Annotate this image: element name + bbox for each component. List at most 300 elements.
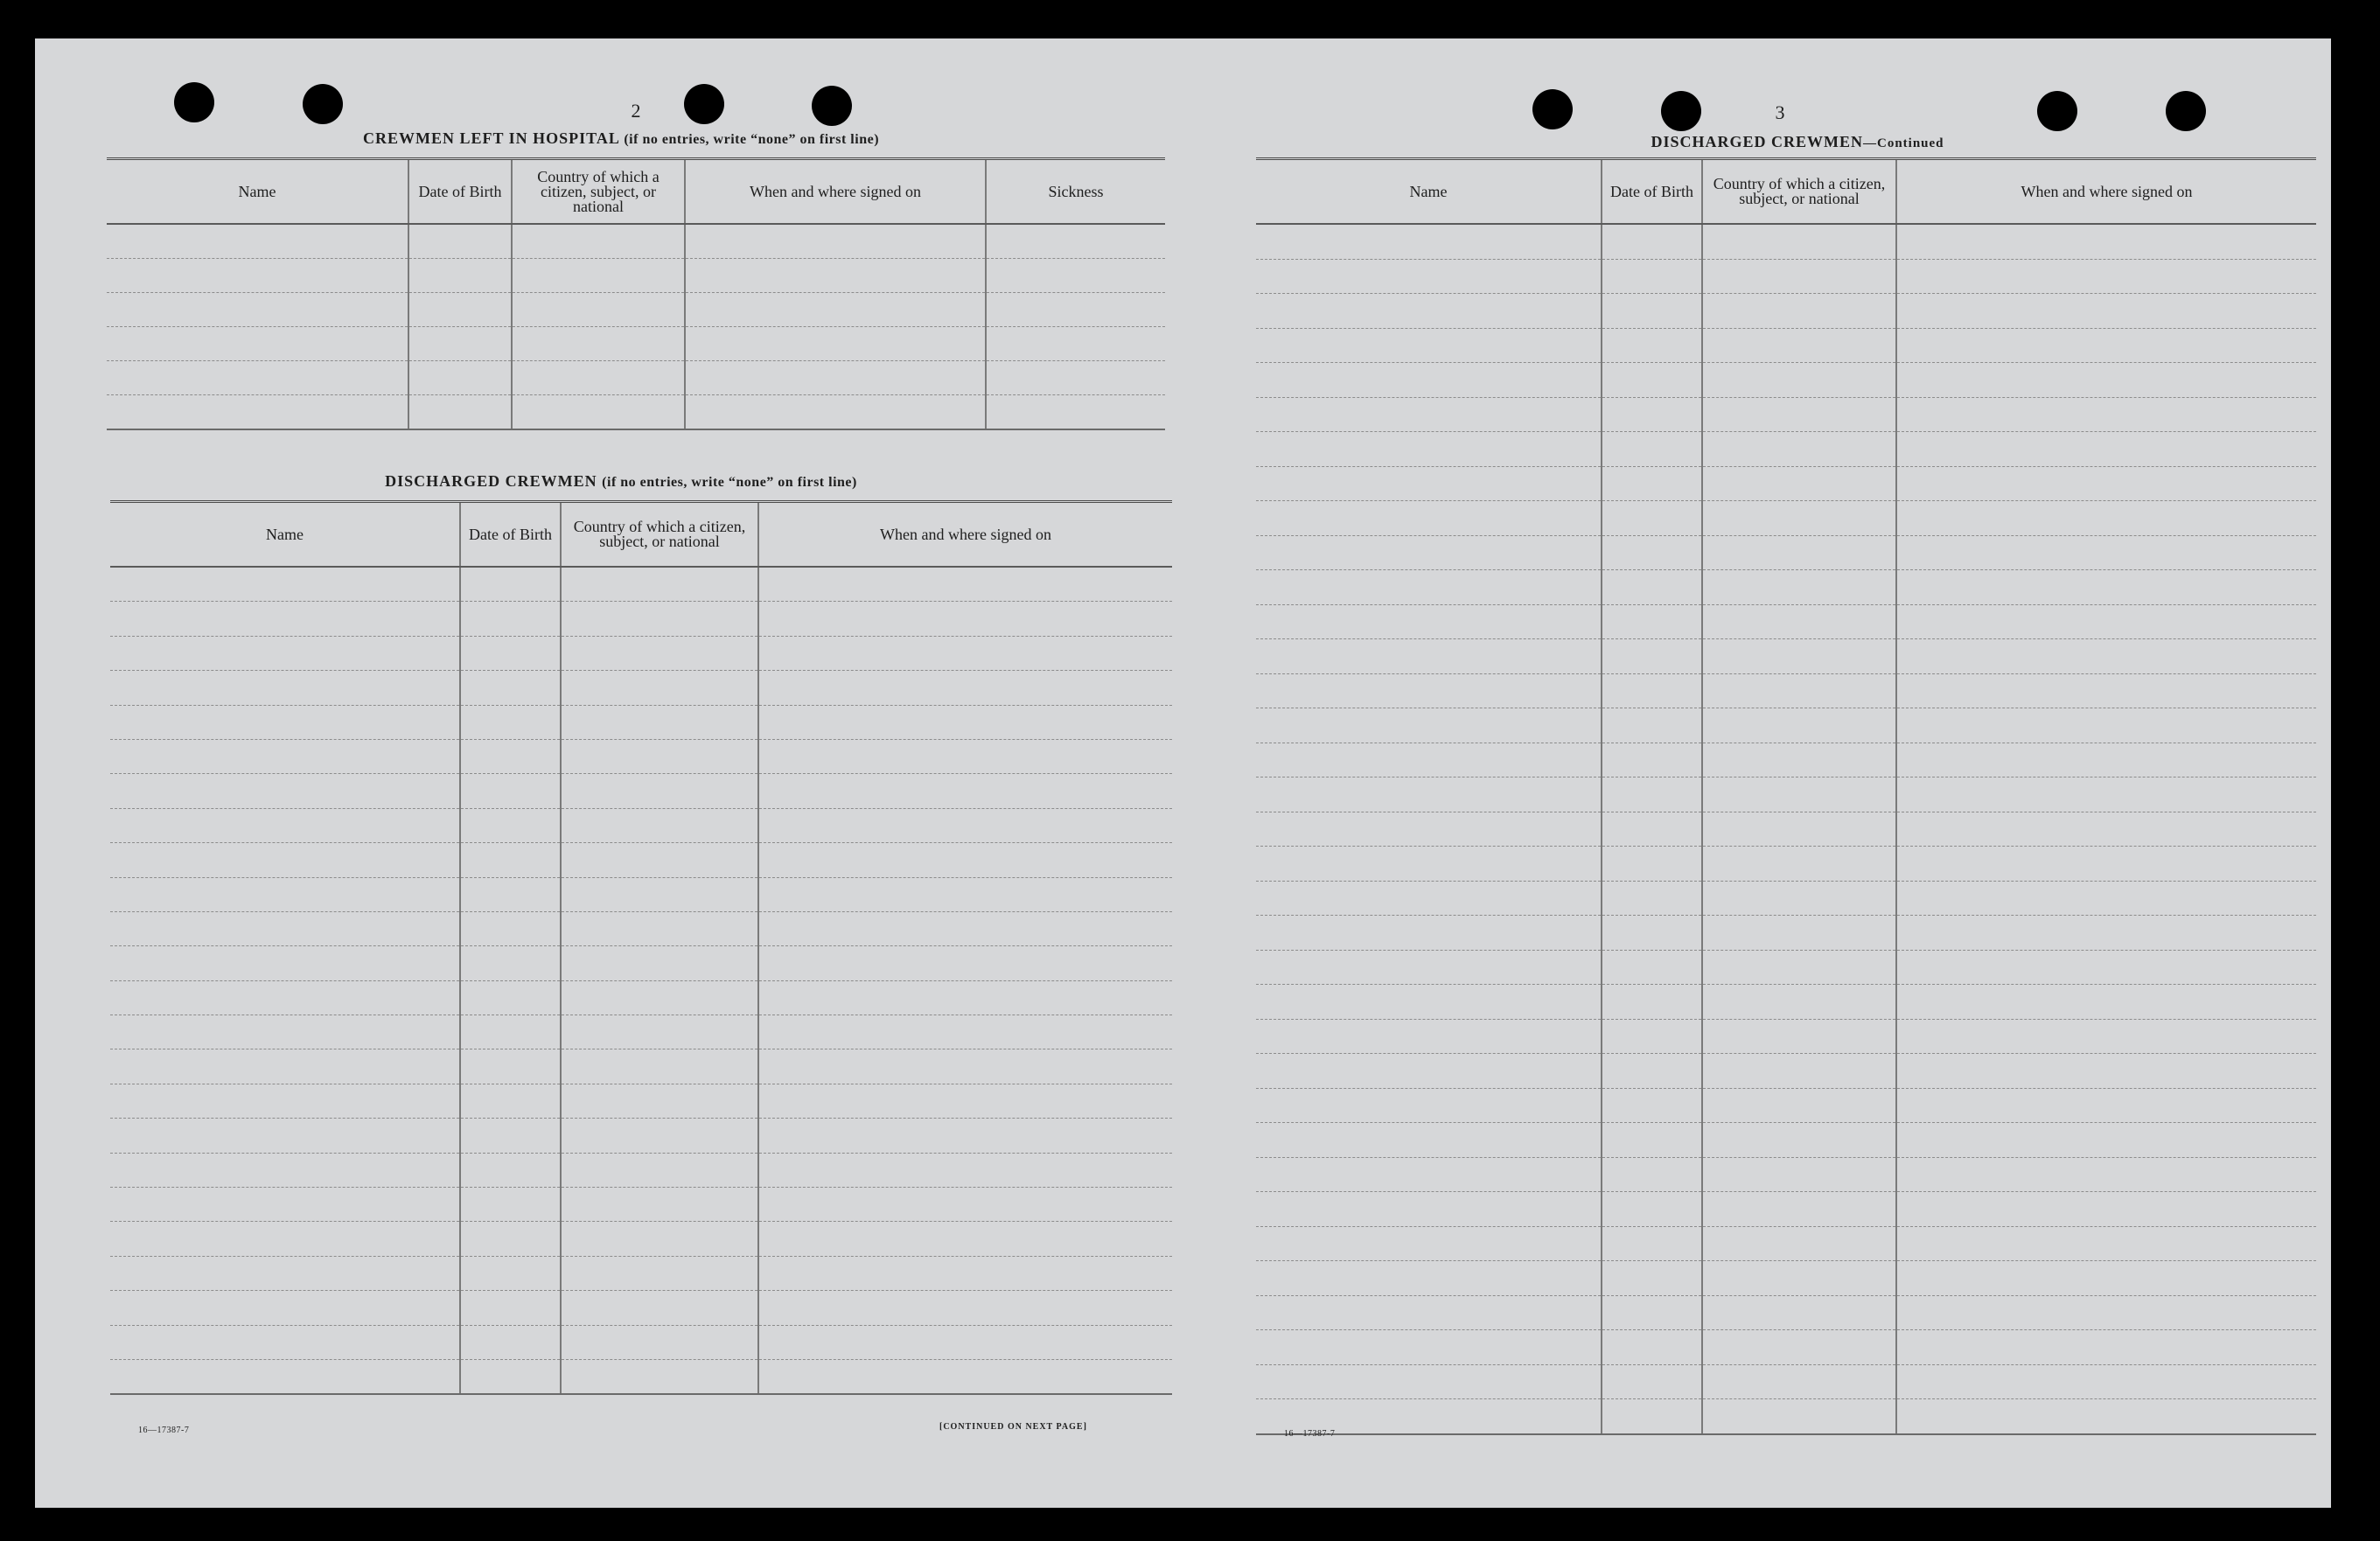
entry-field[interactable] <box>561 705 758 739</box>
entry-field[interactable] <box>1602 881 1702 916</box>
entry-field[interactable] <box>1702 259 1896 294</box>
entry-field[interactable] <box>1256 812 1602 847</box>
entry-field[interactable] <box>758 1222 1172 1256</box>
entry-field[interactable] <box>1602 847 1702 882</box>
entry-field[interactable] <box>110 1119 460 1153</box>
entry-field[interactable] <box>758 1325 1172 1359</box>
entry-field[interactable] <box>1896 328 2316 363</box>
entry-field[interactable] <box>408 259 512 293</box>
entry-field[interactable] <box>1702 812 1896 847</box>
entry-field[interactable] <box>758 1359 1172 1394</box>
entry-field[interactable] <box>460 1153 561 1187</box>
entry-field[interactable] <box>460 1188 561 1222</box>
form-code-right: 16—17387-7 <box>1284 1429 1336 1439</box>
entry-field[interactable] <box>1256 1088 1602 1123</box>
entry-field[interactable] <box>561 1084 758 1118</box>
table-row <box>110 980 1172 1015</box>
entry-field[interactable] <box>758 671 1172 705</box>
entry-field[interactable] <box>1602 224 1702 259</box>
entry-field[interactable] <box>460 1325 561 1359</box>
entry-field[interactable] <box>1256 673 1602 708</box>
entry-field[interactable] <box>1602 535 1702 570</box>
entry-field[interactable] <box>1256 1054 1602 1089</box>
entry-field[interactable] <box>1256 916 1602 951</box>
entry-field[interactable] <box>512 327 685 361</box>
entry-field[interactable] <box>110 705 460 739</box>
entry-field[interactable] <box>758 739 1172 773</box>
entry-field[interactable] <box>512 259 685 293</box>
entry-field[interactable] <box>758 1049 1172 1084</box>
entry-field[interactable] <box>1256 1019 1602 1054</box>
entry-field[interactable] <box>512 224 685 259</box>
entry-field[interactable] <box>758 877 1172 911</box>
entry-field[interactable] <box>1702 466 1896 501</box>
entry-field[interactable] <box>561 1325 758 1359</box>
entry-field[interactable] <box>1602 916 1702 951</box>
punch-hole <box>2037 91 2077 131</box>
entry-field[interactable] <box>1896 881 2316 916</box>
entry-field[interactable] <box>460 1222 561 1256</box>
entry-field[interactable] <box>758 911 1172 945</box>
entry-field[interactable] <box>110 1359 460 1394</box>
entry-field[interactable] <box>1896 847 2316 882</box>
entry-field[interactable] <box>758 705 1172 739</box>
entry-field[interactable] <box>986 259 1165 293</box>
entry-field[interactable] <box>758 843 1172 877</box>
entry-field[interactable] <box>1602 777 1702 812</box>
entry-field[interactable] <box>110 980 460 1015</box>
entry-field[interactable] <box>1256 985 1602 1020</box>
entry-field[interactable] <box>561 1359 758 1394</box>
entry-field[interactable] <box>1602 501 1702 536</box>
entry-field[interactable] <box>1896 501 2316 536</box>
entry-field[interactable] <box>1602 328 1702 363</box>
entry-field[interactable] <box>1702 535 1896 570</box>
entry-field[interactable] <box>1256 1295 1602 1330</box>
entry-field[interactable] <box>1896 1192 2316 1227</box>
entry-field[interactable] <box>1896 812 2316 847</box>
entry-field[interactable] <box>1702 397 1896 432</box>
entry-field[interactable] <box>110 1049 460 1084</box>
entry-field[interactable] <box>460 567 561 602</box>
entry-field[interactable] <box>110 843 460 877</box>
table-row <box>1256 1295 2316 1330</box>
entry-field[interactable] <box>1702 432 1896 467</box>
entry-field[interactable] <box>460 1291 561 1325</box>
entry-field[interactable] <box>107 327 408 361</box>
table-row <box>1256 570 2316 605</box>
entry-field[interactable] <box>561 1256 758 1290</box>
table-row <box>110 1015 1172 1049</box>
entry-field[interactable] <box>1702 501 1896 536</box>
entry-field[interactable] <box>1256 1330 1602 1365</box>
entry-field[interactable] <box>1256 743 1602 777</box>
entry-field[interactable] <box>1256 294 1602 329</box>
entry-field[interactable] <box>561 602 758 636</box>
entry-field[interactable] <box>1602 812 1702 847</box>
entry-field[interactable] <box>1702 950 1896 985</box>
entry-field[interactable] <box>1256 259 1602 294</box>
entry-field[interactable] <box>1702 570 1896 605</box>
entry-field[interactable] <box>1702 1019 1896 1054</box>
entry-field[interactable] <box>1896 466 2316 501</box>
entry-field[interactable] <box>1256 777 1602 812</box>
entry-field[interactable] <box>1602 1192 1702 1227</box>
entry-field[interactable] <box>986 224 1165 259</box>
entry-field[interactable] <box>1256 570 1602 605</box>
entry-field[interactable] <box>561 843 758 877</box>
entry-field[interactable] <box>1896 1123 2316 1158</box>
entry-field[interactable] <box>561 808 758 842</box>
entry-field[interactable] <box>110 1256 460 1290</box>
entry-field[interactable] <box>1602 1261 1702 1296</box>
entry-field[interactable] <box>1256 1364 1602 1399</box>
punch-hole <box>303 84 343 124</box>
table-row <box>1256 985 2316 1020</box>
entry-field[interactable] <box>1896 1054 2316 1089</box>
table-row <box>110 1256 1172 1290</box>
entry-field[interactable] <box>1702 1226 1896 1261</box>
entry-field[interactable] <box>758 1256 1172 1290</box>
entry-field[interactable] <box>986 327 1165 361</box>
table-row <box>1256 466 2316 501</box>
entry-field[interactable] <box>758 1153 1172 1187</box>
entry-field[interactable] <box>561 1015 758 1049</box>
entry-field[interactable] <box>1896 1226 2316 1261</box>
entry-field[interactable] <box>1896 363 2316 398</box>
entry-field[interactable] <box>1256 1261 1602 1296</box>
entry-field[interactable] <box>460 739 561 773</box>
entry-field[interactable] <box>685 259 986 293</box>
entry-field[interactable] <box>460 705 561 739</box>
entry-field[interactable] <box>460 1084 561 1118</box>
hospital-header-row <box>107 159 1165 225</box>
table-row <box>1256 1261 2316 1296</box>
entry-field[interactable] <box>1702 1123 1896 1158</box>
entry-field[interactable] <box>1896 777 2316 812</box>
entry-field[interactable] <box>1702 639 1896 674</box>
entry-field[interactable] <box>758 980 1172 1015</box>
punch-hole <box>174 82 214 122</box>
entry-field[interactable] <box>1896 1261 2316 1296</box>
entry-field[interactable] <box>561 567 758 602</box>
entry-field[interactable] <box>758 1291 1172 1325</box>
entry-field[interactable] <box>561 1049 758 1084</box>
entry-field[interactable] <box>561 671 758 705</box>
entry-field[interactable] <box>1702 1192 1896 1227</box>
entry-field[interactable] <box>107 361 408 395</box>
table-row <box>107 361 1165 395</box>
entry-field[interactable] <box>1702 708 1896 743</box>
entry-field[interactable] <box>1602 466 1702 501</box>
entry-field[interactable] <box>986 361 1165 395</box>
entry-field[interactable] <box>1896 1295 2316 1330</box>
entry-field[interactable] <box>1256 639 1602 674</box>
entry-field[interactable] <box>758 1119 1172 1153</box>
table-row <box>110 774 1172 808</box>
entry-field[interactable] <box>1896 1157 2316 1192</box>
entry-field[interactable] <box>685 293 986 327</box>
entry-field[interactable] <box>460 774 561 808</box>
entry-field[interactable] <box>685 395 986 430</box>
entry-field[interactable] <box>1602 1330 1702 1365</box>
entry-field[interactable] <box>1256 847 1602 882</box>
entry-field[interactable] <box>1602 397 1702 432</box>
entry-field[interactable] <box>1896 639 2316 674</box>
entry-field[interactable] <box>1896 224 2316 259</box>
table-row <box>1256 1192 2316 1227</box>
entry-field[interactable] <box>1896 743 2316 777</box>
entry-field[interactable] <box>110 1153 460 1187</box>
entry-field[interactable] <box>1896 1330 2316 1365</box>
entry-field[interactable] <box>460 1119 561 1153</box>
entry-field[interactable] <box>110 567 460 602</box>
entry-field[interactable] <box>107 224 408 259</box>
entry-field[interactable] <box>1602 950 1702 985</box>
entry-field[interactable] <box>1896 1399 2316 1434</box>
entry-field[interactable] <box>561 636 758 670</box>
entry-field[interactable] <box>1256 535 1602 570</box>
entry-field[interactable] <box>1602 259 1702 294</box>
entry-field[interactable] <box>1602 673 1702 708</box>
entry-field[interactable] <box>460 843 561 877</box>
entry-field[interactable] <box>1896 294 2316 329</box>
entry-field[interactable] <box>1896 535 2316 570</box>
entry-field[interactable] <box>758 567 1172 602</box>
table-row <box>107 293 1165 327</box>
punch-hole <box>812 86 852 126</box>
entry-field[interactable] <box>561 739 758 773</box>
entry-field[interactable] <box>110 636 460 670</box>
entry-field[interactable] <box>1896 708 2316 743</box>
entry-field[interactable] <box>1702 1364 1896 1399</box>
entry-field[interactable] <box>758 946 1172 980</box>
entry-field[interactable] <box>1256 1157 1602 1192</box>
entry-field[interactable] <box>1702 777 1896 812</box>
entry-field[interactable] <box>1702 328 1896 363</box>
entry-field[interactable] <box>1602 1054 1702 1089</box>
table-row <box>1256 950 2316 985</box>
entry-field[interactable] <box>1256 466 1602 501</box>
entry-field[interactable] <box>561 1119 758 1153</box>
entry-field[interactable] <box>1256 501 1602 536</box>
entry-field[interactable] <box>460 946 561 980</box>
continued-label: —Continued <box>1863 136 1944 150</box>
entry-field[interactable] <box>986 293 1165 327</box>
entry-field[interactable] <box>110 808 460 842</box>
entry-field[interactable] <box>408 293 512 327</box>
entry-field[interactable] <box>110 946 460 980</box>
entry-field[interactable] <box>1702 673 1896 708</box>
entry-field[interactable] <box>1702 847 1896 882</box>
entry-field[interactable] <box>460 1015 561 1049</box>
entry-field[interactable] <box>1896 259 2316 294</box>
entry-field[interactable] <box>1896 397 2316 432</box>
entry-field[interactable] <box>1896 916 2316 951</box>
entry-field[interactable] <box>110 1015 460 1049</box>
entry-field[interactable] <box>685 361 986 395</box>
entry-field[interactable] <box>512 361 685 395</box>
entry-field[interactable] <box>110 911 460 945</box>
entry-field[interactable] <box>1702 604 1896 639</box>
discharged-continued-table <box>1256 157 2316 1435</box>
entry-field[interactable] <box>460 1359 561 1394</box>
entry-field[interactable] <box>1896 1019 2316 1054</box>
entry-field[interactable] <box>561 911 758 945</box>
entry-field[interactable] <box>1896 950 2316 985</box>
entry-field[interactable] <box>1896 985 2316 1020</box>
table-row <box>1256 847 2316 882</box>
entry-field[interactable] <box>758 774 1172 808</box>
entry-field[interactable] <box>1702 363 1896 398</box>
entry-field[interactable] <box>1896 1364 2316 1399</box>
entry-field[interactable] <box>1702 1330 1896 1365</box>
entry-field[interactable] <box>1256 328 1602 363</box>
entry-field[interactable] <box>408 224 512 259</box>
entry-field[interactable] <box>110 1084 460 1118</box>
entry-field[interactable] <box>1602 985 1702 1020</box>
entry-field[interactable] <box>561 1188 758 1222</box>
entry-field[interactable] <box>460 808 561 842</box>
entry-field[interactable] <box>408 395 512 430</box>
entry-field[interactable] <box>460 602 561 636</box>
table-row <box>1256 501 2316 536</box>
entry-field[interactable] <box>758 1188 1172 1222</box>
entry-field[interactable] <box>1702 1157 1896 1192</box>
entry-field[interactable] <box>1602 1364 1702 1399</box>
entry-field[interactable] <box>408 327 512 361</box>
entry-field[interactable] <box>758 1015 1172 1049</box>
entry-field[interactable] <box>1702 916 1896 951</box>
entry-field[interactable] <box>1256 432 1602 467</box>
entry-field[interactable] <box>561 877 758 911</box>
entry-field[interactable] <box>1256 604 1602 639</box>
entry-field[interactable] <box>1256 881 1602 916</box>
entry-field[interactable] <box>1896 432 2316 467</box>
entry-field[interactable] <box>460 911 561 945</box>
entry-field[interactable] <box>1702 985 1896 1020</box>
entry-field[interactable] <box>1256 224 1602 259</box>
entry-field[interactable] <box>1896 604 2316 639</box>
entry-field[interactable] <box>512 395 685 430</box>
entry-field[interactable] <box>1602 1019 1702 1054</box>
entry-field[interactable] <box>408 361 512 395</box>
entry-field[interactable] <box>460 877 561 911</box>
entry-field[interactable] <box>685 327 986 361</box>
entry-field[interactable] <box>1602 743 1702 777</box>
entry-field[interactable] <box>1602 1157 1702 1192</box>
entry-field[interactable] <box>561 774 758 808</box>
entry-field[interactable] <box>1256 950 1602 985</box>
entry-field[interactable] <box>1602 363 1702 398</box>
table-row <box>1256 363 2316 398</box>
entry-field[interactable] <box>460 671 561 705</box>
entry-field[interactable] <box>758 636 1172 670</box>
entry-field[interactable] <box>1602 1399 1702 1434</box>
table-row <box>1256 604 2316 639</box>
entry-field[interactable] <box>107 293 408 327</box>
entry-field[interactable] <box>107 259 408 293</box>
entry-field[interactable] <box>110 774 460 808</box>
entry-field[interactable] <box>460 1256 561 1290</box>
entry-field[interactable] <box>460 1049 561 1084</box>
entry-field[interactable] <box>1602 1123 1702 1158</box>
table-row <box>110 877 1172 911</box>
entry-field[interactable] <box>110 739 460 773</box>
entry-field[interactable] <box>107 395 408 430</box>
entry-field[interactable] <box>1702 1399 1896 1434</box>
entry-field[interactable] <box>986 395 1165 430</box>
entry-field[interactable] <box>1602 708 1702 743</box>
entry-field[interactable] <box>1702 1261 1896 1296</box>
entry-field[interactable] <box>1602 1226 1702 1261</box>
entry-field[interactable] <box>1602 1088 1702 1123</box>
entry-field[interactable] <box>561 1222 758 1256</box>
entry-field[interactable] <box>110 1325 460 1359</box>
col-header-name: Name <box>110 502 460 568</box>
entry-field[interactable] <box>561 1291 758 1325</box>
entry-field[interactable] <box>1702 881 1896 916</box>
entry-field[interactable] <box>110 602 460 636</box>
table-row <box>107 224 1165 259</box>
entry-field[interactable] <box>1896 1088 2316 1123</box>
table-row <box>110 636 1172 670</box>
entry-field[interactable] <box>110 1222 460 1256</box>
entry-field[interactable] <box>110 671 460 705</box>
entry-field[interactable] <box>1702 1295 1896 1330</box>
entry-field[interactable] <box>685 224 986 259</box>
entry-field[interactable] <box>460 980 561 1015</box>
discharged-table <box>110 500 1172 1395</box>
entry-field[interactable] <box>758 602 1172 636</box>
table-row <box>110 843 1172 877</box>
entry-field[interactable] <box>1702 1054 1896 1089</box>
entry-field[interactable] <box>1602 1295 1702 1330</box>
table-row <box>1256 1399 2316 1434</box>
entry-field[interactable] <box>1702 224 1896 259</box>
entry-field[interactable] <box>561 946 758 980</box>
entry-field[interactable] <box>1702 294 1896 329</box>
entry-field[interactable] <box>1256 708 1602 743</box>
entry-field[interactable] <box>1256 1192 1602 1227</box>
table-row <box>110 1222 1172 1256</box>
entry-field[interactable] <box>110 1291 460 1325</box>
entry-field[interactable] <box>1256 1123 1602 1158</box>
entry-field[interactable] <box>110 1188 460 1222</box>
entry-field[interactable] <box>1256 397 1602 432</box>
entry-field[interactable] <box>758 1084 1172 1118</box>
entry-field[interactable] <box>1896 673 2316 708</box>
entry-field[interactable] <box>1256 363 1602 398</box>
entry-field[interactable] <box>1256 1226 1602 1261</box>
entry-field[interactable] <box>110 877 460 911</box>
entry-field[interactable] <box>1702 743 1896 777</box>
entry-field[interactable] <box>1602 294 1702 329</box>
entry-field[interactable] <box>758 808 1172 842</box>
entry-field[interactable] <box>1602 604 1702 639</box>
entry-field[interactable] <box>512 293 685 327</box>
entry-field[interactable] <box>1896 570 2316 605</box>
table-row <box>1256 328 2316 363</box>
col-header-date-of-birth: Date of Birth <box>460 502 561 568</box>
entry-field[interactable] <box>460 636 561 670</box>
entry-field[interactable] <box>561 980 758 1015</box>
entry-field[interactable] <box>1702 1088 1896 1123</box>
entry-field[interactable] <box>1602 570 1702 605</box>
entry-field[interactable] <box>1602 639 1702 674</box>
entry-field[interactable] <box>561 1153 758 1187</box>
entry-field[interactable] <box>1602 432 1702 467</box>
